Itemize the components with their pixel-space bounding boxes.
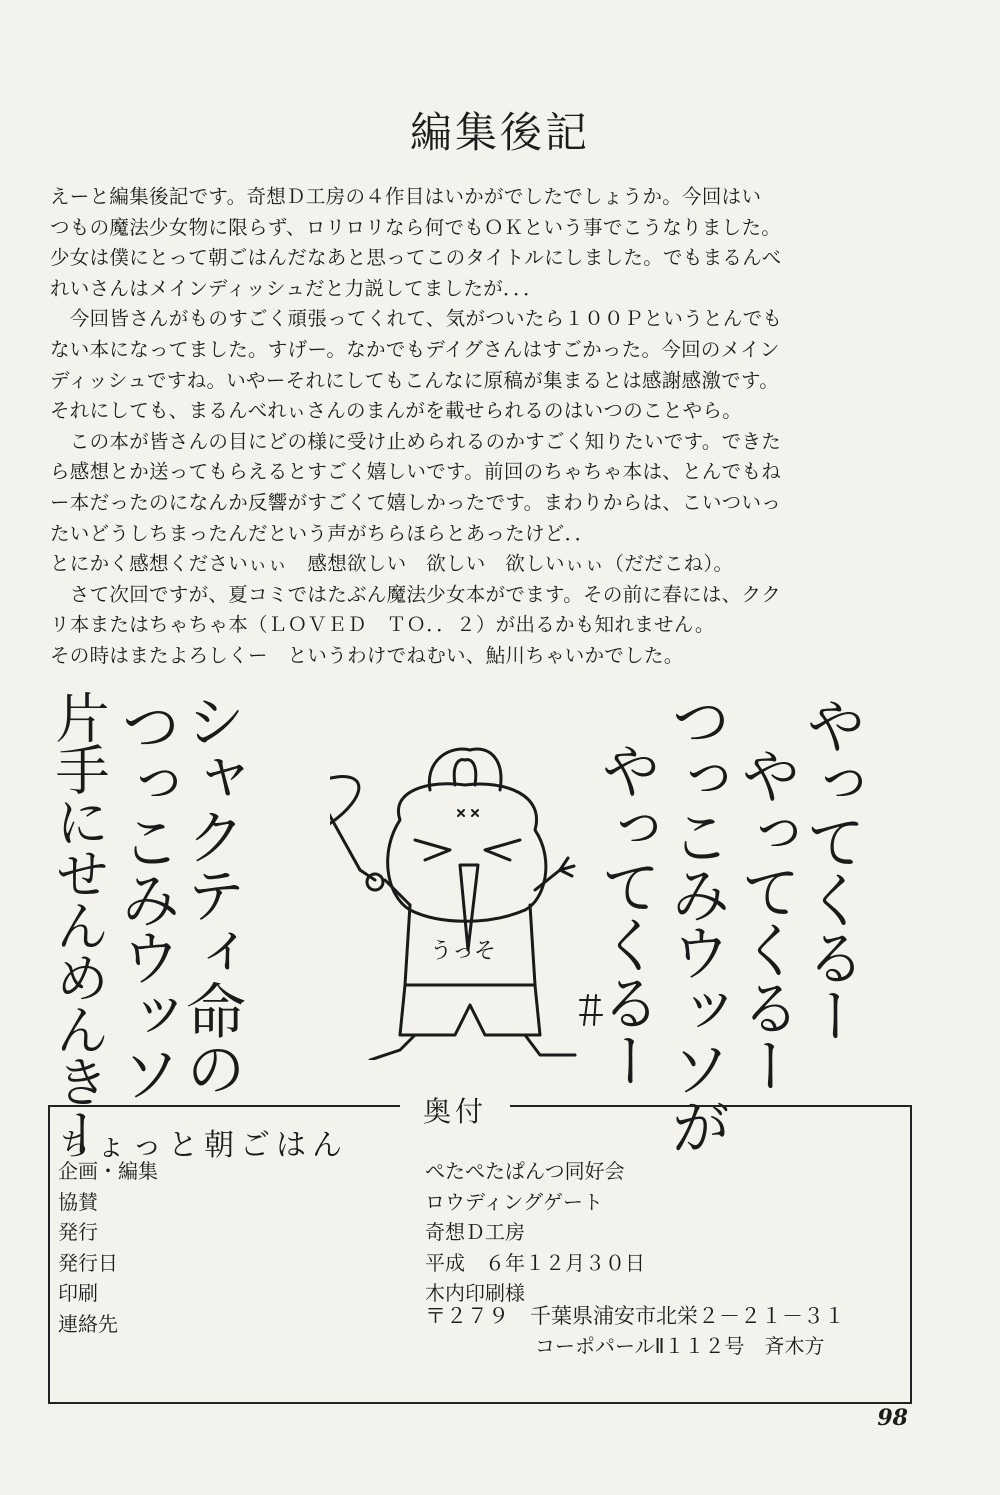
cartoon-character-illustration: [330, 730, 620, 1060]
page-number: 98: [877, 1405, 908, 1431]
handwriting-column: やってくるー: [591, 740, 661, 1088]
text-line: たいどうしちまったんだという声がちらほらとあったけど．．: [50, 521, 595, 545]
text-line: ディッシュですね。いやーそれにしてもこんなに原稿が集まるとは感謝感激です。: [50, 368, 780, 392]
colophon-label: 発行: [58, 1220, 98, 1244]
book-title: ちょっと朝ごはん: [60, 1128, 348, 1163]
afterword-text: [50, 182, 870, 672]
colophon-label: 連絡先: [58, 1312, 118, 1336]
shirt-label: うっそ: [430, 939, 497, 964]
text-line: つもの魔法少女物に限らず、ロリロリなら何でもＯＫという事でこうなりました。: [50, 215, 782, 239]
text-line: 少女は僕にとって朝ごはんだなあと思ってこのタイトルにしました。でもまるんべ: [50, 246, 782, 270]
handwriting-column: シャクティ命の: [176, 690, 246, 1096]
colophon-label: 協賛: [58, 1190, 98, 1214]
text-line: ら感想とか送ってもらえるとすごく嬉しいです。前回のちゃちゃ本は、とんでもね: [50, 460, 782, 484]
colophon-value: 平成 ６年１２月３０日: [425, 1251, 645, 1275]
colophon-value: ロウディングゲート: [425, 1190, 603, 1214]
colophon-address-line2: コーポパールⅡ１１２号 斉木方: [535, 1334, 825, 1358]
colophon-value: ぺたぺたぱんつ同好会: [425, 1159, 625, 1183]
text-line: とにかく感想くださいぃぃ 感想欲しい 欲しい 欲しいぃぃ（だだこね）。: [50, 552, 734, 576]
text-line: えーと編集後記です。奇想Ｄ工房の４作目はいかがでしたでしょうか。今回はい: [50, 185, 762, 208]
text-line: さて次回ですが、夏コミではたぶん魔法少女本がでます。その前に春には、クク: [50, 582, 782, 606]
text-line: リ本またはちゃちゃ本（ＬＯＶＥＤ ＴＯ．．２）が出るかも知れません。: [50, 613, 715, 637]
colophon-label: 印刷: [58, 1281, 98, 1305]
text-line: れいさんはメインディッシュだと力説してましたが．．．: [50, 276, 543, 300]
colophon-value: 奇想Ｄ工房: [425, 1220, 525, 1244]
colophon-value: 木内印刷様: [425, 1281, 525, 1305]
handwriting-column: 片手にせんめんきー: [47, 690, 110, 1158]
colophon-value: 〒２７９ 千葉県浦安市北栄２－２１－３１: [425, 1304, 845, 1328]
handwriting-column: つっこみウッソ: [111, 695, 181, 1101]
text-line: この本が皆さんの目にどの様に受け止められるのかすごく知りたいです。できた: [50, 429, 782, 453]
colophon-label: 企画・編集: [58, 1159, 158, 1183]
page-title: 編集後記: [409, 108, 590, 157]
handwriting-column: つっこみウッソが: [661, 690, 731, 1154]
text-line: ない本になってました。すげー。なかでもデイグさんはすごかった。今回のメイン: [50, 337, 780, 361]
colophon-label: 発行日: [58, 1251, 118, 1275]
handwriting-column: やってくるー: [796, 695, 866, 1043]
text-line: その時はまたよろしくー というわけでねむい、鮎川ちゃいかでした。: [50, 643, 684, 667]
text-line: それにしても、まるんべれぃさんのまんがを載せられるのはいつのことやら。: [50, 399, 743, 423]
text-line: ー本だったのになんか反響がすごくて嬉しかったです。まわりからは、こいついっ: [50, 490, 782, 514]
text-line: 今回皆さんがものすごく頑張ってくれて、気がついたら１００Ｐというとんでも: [50, 307, 783, 331]
handwriting-column: やってくるー: [731, 745, 801, 1093]
colophon-heading: 奥付: [400, 1090, 510, 1130]
